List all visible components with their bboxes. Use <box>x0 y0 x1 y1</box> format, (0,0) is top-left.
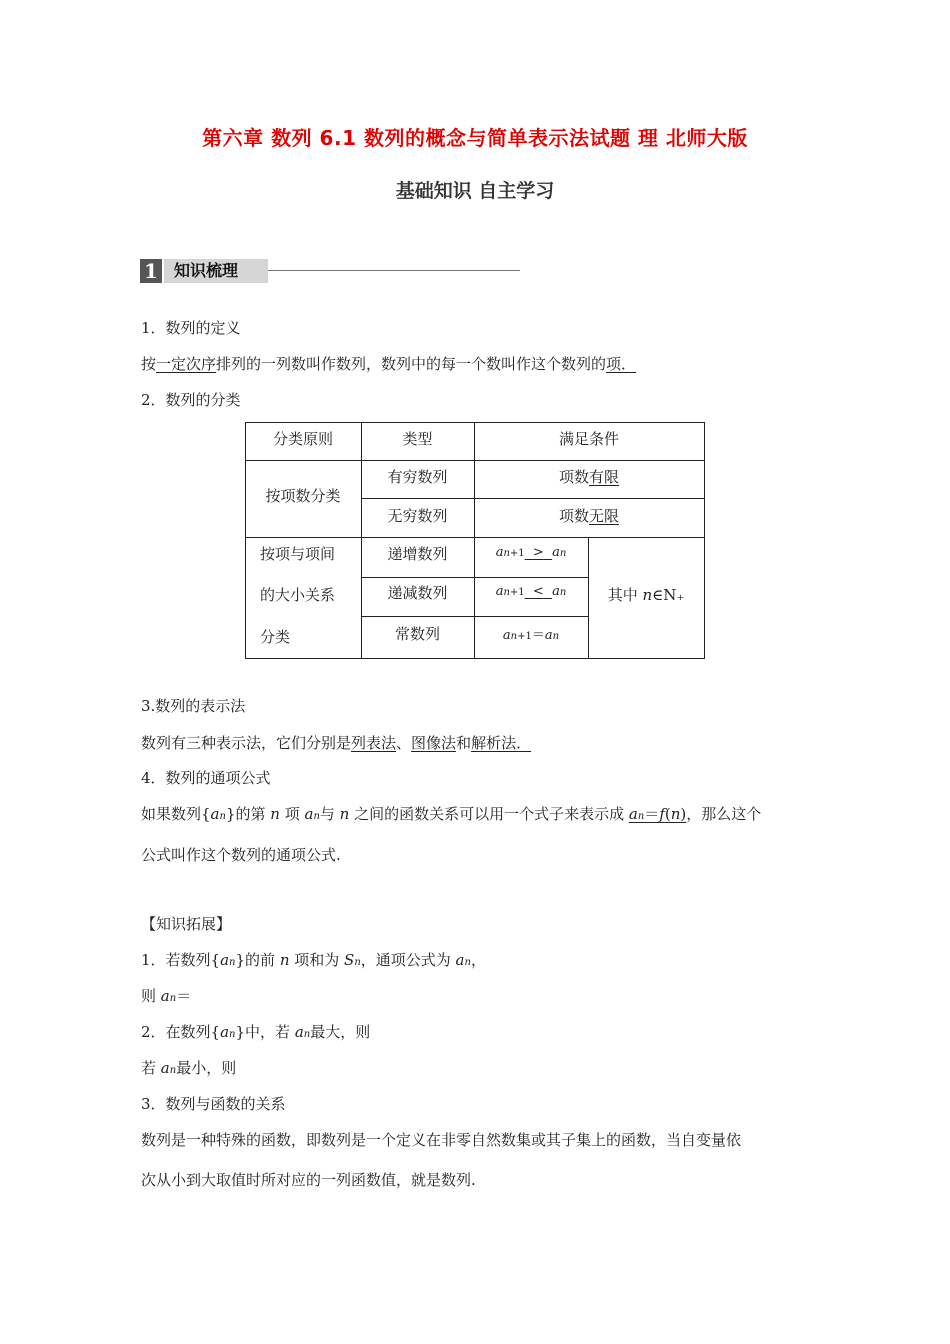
group-by-count: 按项数分类 <box>265 487 341 505</box>
cond-constant: an+1＝an <box>502 628 560 643</box>
cond-increasing: an+1 > an <box>495 545 567 560</box>
group-by-size-l1: 按项与项间 <box>259 545 335 563</box>
formula-text-line2: 公式叫作这个数列的通项公式. <box>141 846 341 864</box>
type-decreasing: 递减数列 <box>387 584 448 602</box>
definition-heading: 1．数列的定义 <box>141 319 241 337</box>
type-finite: 有穷数列 <box>387 468 448 486</box>
page-title: 第六章 数列 6.1 数列的概念与简单表示法试题 理 北师大版 <box>202 126 748 150</box>
representation-text: 数列有三种表示法，它们分别是列表法、图像法和解析法． <box>141 734 532 752</box>
extension-heading: 【知识拓展】 <box>141 915 232 933</box>
section-divider <box>268 270 520 271</box>
formula-heading: 4．数列的通项公式 <box>141 769 271 787</box>
cond-note: 其中 n∈N₊ <box>607 586 685 604</box>
type-constant: 常数列 <box>394 625 440 643</box>
extension-2-line2: 若 an最小，则 <box>141 1059 237 1077</box>
section-number: 1 <box>140 259 162 283</box>
representation-heading: 3.数列的表示法 <box>141 697 246 715</box>
extension-3-heading: 3．数列与函数的关系 <box>141 1095 286 1113</box>
header-type: 类型 <box>402 430 433 448</box>
group-by-size-l2: 的大小关系 <box>259 586 335 604</box>
type-increasing: 递增数列 <box>387 545 448 563</box>
definition-text: 按一定次序排列的一列数叫作数列，数列中的每一个数叫作这个数列的项． <box>141 355 637 373</box>
page-subtitle: 基础知识 自主学习 <box>395 180 555 202</box>
header-condition: 满足条件 <box>558 430 619 448</box>
extension-3-line2: 次从小到大取值时所对应的一列函数值，就是数列. <box>141 1171 476 1189</box>
cond-finite: 项数有限 <box>558 468 620 486</box>
section-label: 知识梳理 <box>164 259 268 283</box>
classification-heading: 2．数列的分类 <box>141 391 241 409</box>
type-infinite: 无穷数列 <box>387 507 448 525</box>
formula-text-line1: 如果数列{an}的第 n 项 an与 n 之间的函数关系可以用一个式子来表示成 an＝f(n)，那么这个 <box>141 805 762 823</box>
extension-1-line2: 则 an＝ <box>141 987 192 1005</box>
cond-decreasing: an+1 < an <box>495 584 567 599</box>
extension-2: 2．在数列{an}中，若 an最大，则 <box>141 1023 371 1041</box>
header-principle: 分类原则 <box>272 430 333 448</box>
cond-infinite: 项数无限 <box>558 507 620 525</box>
extension-1: 1．若数列{an}的前 n 项和为 Sn，通项公式为 an， <box>141 951 486 969</box>
extension-3-line1: 数列是一种特殊的函数，即数列是一个定义在非零自然数集或其子集上的函数，当自变量依 <box>141 1131 742 1149</box>
group-by-size-l3: 分类 <box>259 628 290 646</box>
